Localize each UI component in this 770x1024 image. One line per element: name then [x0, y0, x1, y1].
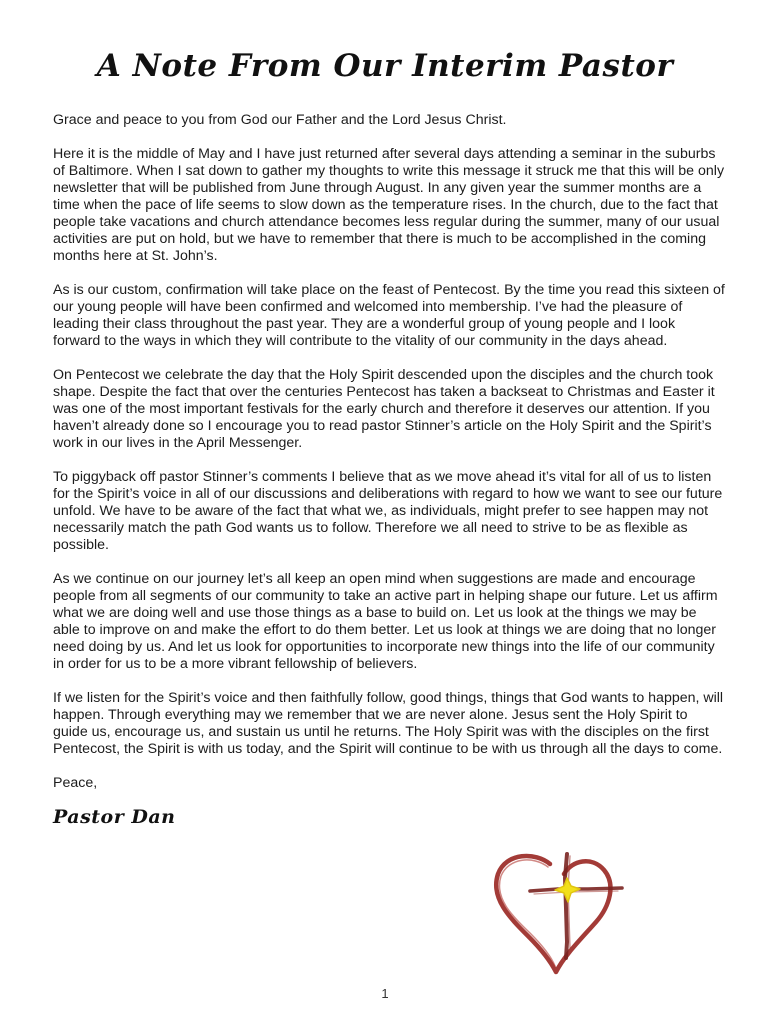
page-title: A Note From Our Interim Pastor	[96, 48, 674, 84]
paragraph: To piggyback off pastor Stinner’s comments I believe that as we move ahead it’s vital for all of us to listen for the Spirit’s voice in all of our discussions and deliberations with regard to how we want to see our future unfold. We have to be aware of the fact that what we, as individuals, might prefer to see happen may not necessarily match the path God wants us to follow. Therefore we all need to strive to be as flexible as possible.	[53, 469, 723, 553]
cross-center-highlight	[555, 878, 580, 902]
paragraph: As is our custom, confirmation will take place on the feast of Pentecost. By the time you read this sixteen of our young people will have been confirmed and welcomed into membership. I’ve had the pleasure of leading their class throughout the past year. They are a wonderful group of young people and I look forward to the ways in which they will contribute to the vitality of our community in the days ahead.	[53, 282, 725, 349]
cross-vertical	[565, 854, 567, 958]
paragraph: On Pentecost we celebrate the day that the Holy Spirit descended upon the disciples and the church took shape. Despite the fact that over the centuries Pentecost has taken a backseat to Christmas and Easter it was one of the most important festivals for the early church and therefore it deserves our attention. If you haven’t already done so I encourage you to read pastor Stinner’s article on the Holy Spirit and the Spirit’s work in our lives in the April Messenger.	[53, 367, 715, 451]
signature: Pastor Dan	[53, 806, 176, 828]
letter-body	[53, 112, 725, 843]
page-number: 1	[381, 986, 389, 1001]
heart-cross-icon	[488, 848, 628, 980]
heart-outline	[496, 856, 610, 972]
paragraph: If we listen for the Spirit’s voice and then faithfully follow, good things, things that God wants to happen, will happen. Through everything may we remember that we are never alone. Jesus sent the Holy Spirit to guide us, encourage us, and sustain us until he returns. The Holy Spirit was with the disciples on the first Pentecost, the Spirit is with us today, and the Spirit will continue to be with us through all the days to come.	[53, 690, 724, 757]
signoff: Peace,	[53, 775, 98, 791]
paragraph: As we continue on our journey let’s all keep an open mind when suggestions are made and encourage people from all segments of our community to take an active part in helping shape our future. Let us affirm what we are doing well and use those things as a base to build on. Let us look at the things we may be able to improve on and make the effort to do them better. Let us look at things we are doing that no longer need doing by us. And let us look for opportunities to incorporate new things into the life of our community in order for us to be a more vibrant fellowship of believers.	[53, 571, 718, 672]
paragraph: Here it is the middle of May and I have just returned after several days attending a seminar in the suburbs of Baltimore. When I sat down to gather my thoughts to write this message it struck me that this will be only newsletter that will be published from June through August. In any given year the summer months are a time when the pace of life seems to slow down as the temperature rises. In the church, due to the fact that people take vacations and church attendance becomes less regular during the summer, many of our usual activities are put on hold, but we have to remember that there is much to be accomplished in the coming months here at St. John’s.	[53, 146, 725, 264]
greeting: Grace and peace to you from God our Father and the Lord Jesus Christ.	[53, 112, 507, 128]
